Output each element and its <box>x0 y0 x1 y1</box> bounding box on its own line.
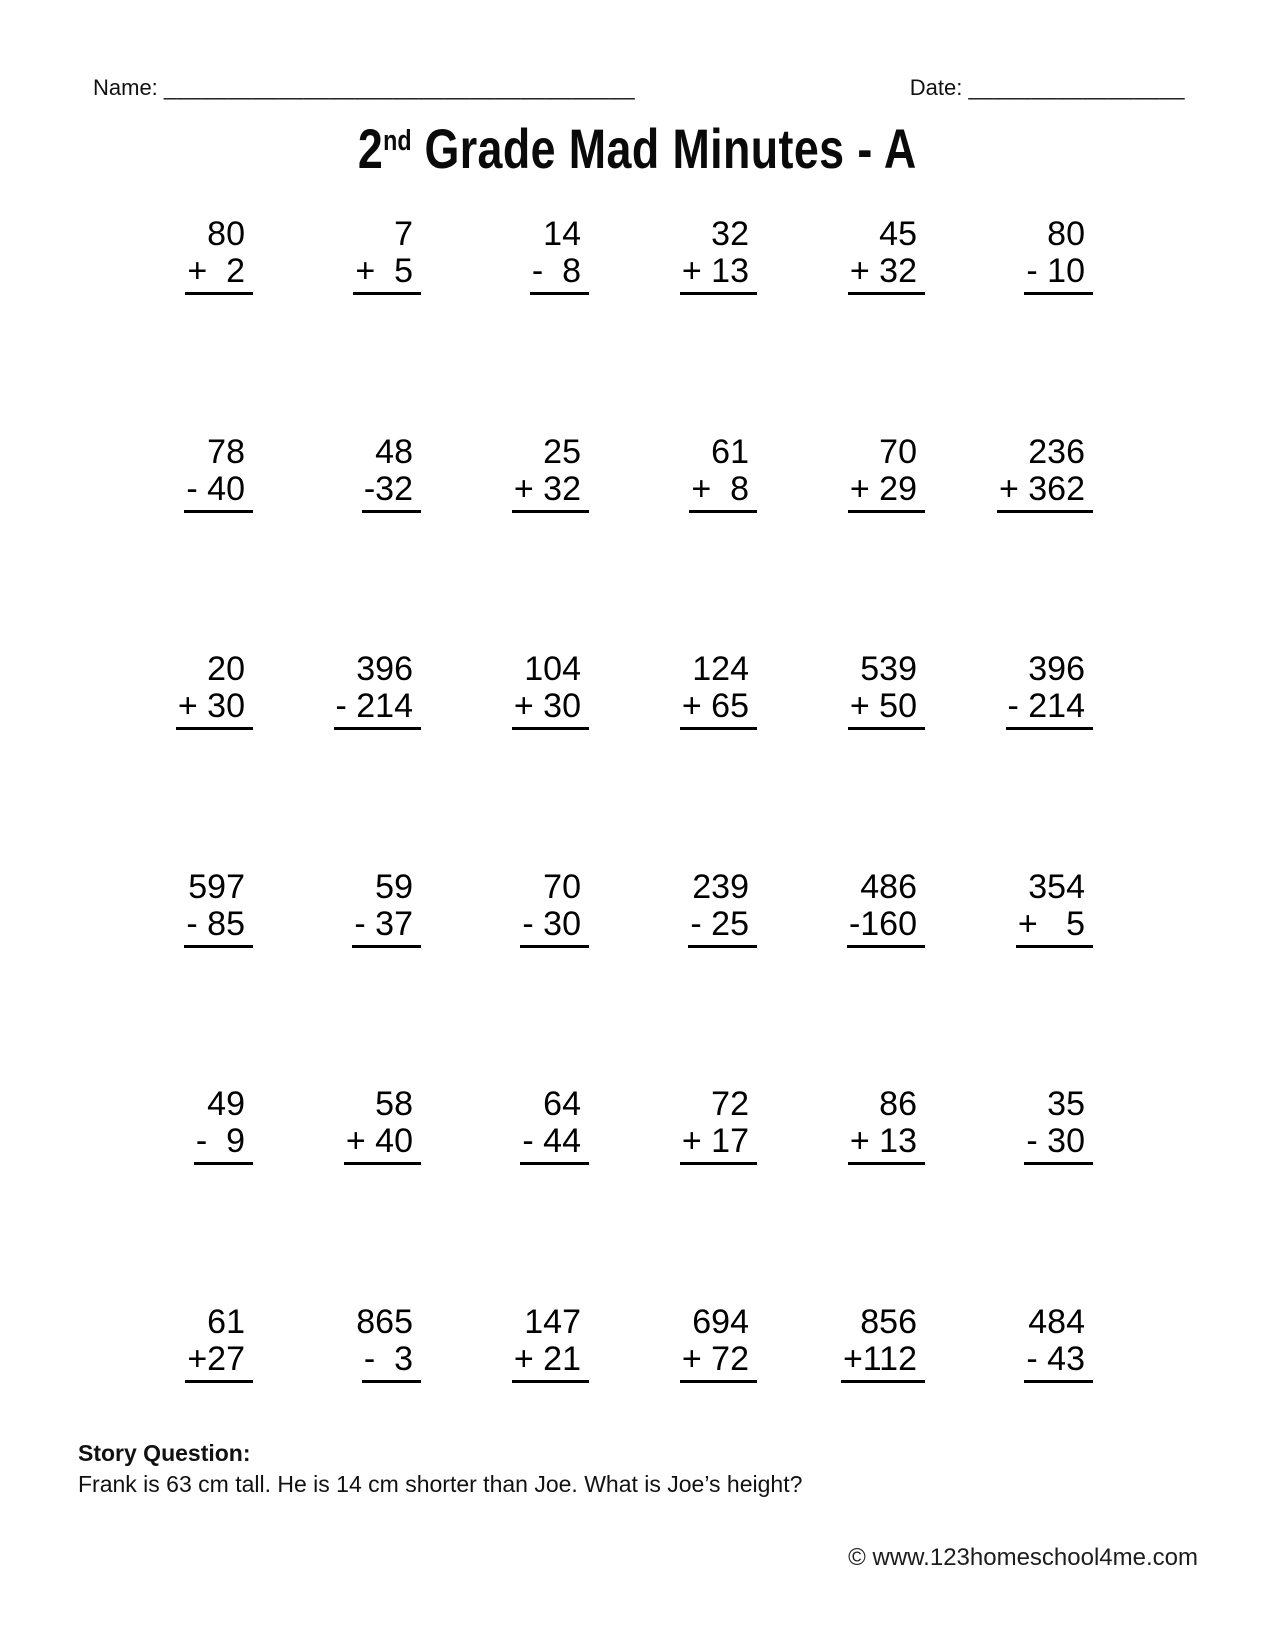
problem-top-operand: 80 <box>207 215 245 253</box>
math-problem <box>925 1304 1093 1522</box>
problem-row <box>85 1086 1093 1304</box>
problem-top-operand: 124 <box>692 650 749 688</box>
problem-top-operand: 486 <box>860 867 917 906</box>
name-label: Name: <box>93 75 158 100</box>
header-line <box>93 74 1185 102</box>
math-problem <box>589 1086 757 1304</box>
problem-top-operand: 396 <box>1028 650 1085 688</box>
problem-operator-operand: -32 <box>362 471 421 513</box>
problem-top-operand: 396 <box>356 650 413 688</box>
problem-top-operand: 14 <box>543 215 581 253</box>
problem-operator-operand: + 30 <box>512 688 589 730</box>
problem-operator-operand: + 50 <box>848 688 925 730</box>
problem-operator-operand: - 3 <box>362 1341 421 1383</box>
math-problem <box>757 434 925 652</box>
problem-top-operand: 59 <box>375 867 413 906</box>
problem-operator-operand: - 37 <box>352 906 421 948</box>
problem-operator-operand: -160 <box>847 906 925 948</box>
name-field <box>93 74 635 102</box>
problem-operator-operand: + 13 <box>848 1123 925 1165</box>
problem-top-operand: 80 <box>1047 215 1085 253</box>
problem-operator-operand: - 30 <box>520 906 589 948</box>
problem-operator-operand: - 85 <box>184 906 253 948</box>
problem-top-operand: 539 <box>860 650 917 688</box>
math-problem <box>421 651 589 869</box>
problem-operator-operand: - 8 <box>530 253 589 295</box>
problem-top-operand: 72 <box>711 1085 749 1123</box>
problem-top-operand: 70 <box>543 867 581 906</box>
worksheet-title <box>0 116 1275 181</box>
problem-top-operand: 70 <box>879 432 917 471</box>
problem-top-operand: 694 <box>692 1302 749 1341</box>
math-problem <box>925 869 1093 1087</box>
math-problem <box>589 216 757 434</box>
math-problem <box>85 869 253 1087</box>
problem-operator-operand: - 25 <box>688 906 757 948</box>
problem-top-operand: 61 <box>711 432 749 471</box>
problem-operator-operand: + 65 <box>680 688 757 730</box>
math-problem <box>925 1086 1093 1304</box>
math-problem <box>85 216 253 434</box>
math-problem <box>757 216 925 434</box>
story-question-section <box>78 1438 802 1500</box>
math-problem <box>925 651 1093 869</box>
problem-operator-operand: + 40 <box>344 1123 421 1165</box>
problem-top-operand: 61 <box>207 1302 245 1341</box>
problem-row <box>85 216 1093 434</box>
math-problem <box>757 1086 925 1304</box>
problem-top-operand: 354 <box>1028 867 1085 906</box>
problem-top-operand: 239 <box>692 867 749 906</box>
problem-row <box>85 434 1093 652</box>
problem-top-operand: 25 <box>543 432 581 471</box>
problem-operator-operand: + 32 <box>512 471 589 513</box>
date-label: Date: <box>909 75 963 100</box>
problem-operator-operand: - 214 <box>1006 688 1094 730</box>
story-question-text: Frank is 63 cm tall. He is 14 cm shorter than Joe. What is Joe’s height? <box>78 1471 803 1497</box>
copyright-credit: © www.123homeschool4me.com <box>848 1544 1198 1571</box>
name-blank-line: _____________________________________ <box>163 75 636 100</box>
problem-top-operand: 78 <box>207 432 245 471</box>
problem-top-operand: 484 <box>1028 1302 1085 1341</box>
problem-operator-operand: - 214 <box>334 688 422 730</box>
problem-operator-operand: + 30 <box>176 688 253 730</box>
problem-row <box>85 869 1093 1087</box>
problem-top-operand: 86 <box>879 1085 917 1123</box>
problem-top-operand: 32 <box>711 215 749 253</box>
math-problem <box>757 869 925 1087</box>
problem-top-operand: 49 <box>207 1085 245 1123</box>
problem-top-operand: 7 <box>394 215 413 253</box>
math-problem <box>757 651 925 869</box>
math-problem <box>85 1086 253 1304</box>
title-ordinal-superscript: nd <box>383 124 412 157</box>
math-problem <box>253 1086 421 1304</box>
worksheet-title-text <box>358 116 917 181</box>
problem-operator-operand: + 2 <box>185 253 253 295</box>
problem-row <box>85 651 1093 869</box>
title-rest: Grade Mad Minutes - A <box>411 117 917 180</box>
math-problem <box>589 651 757 869</box>
math-problem <box>589 434 757 652</box>
math-problem <box>253 651 421 869</box>
problem-operator-operand: +27 <box>185 1341 253 1383</box>
date-blank-line: _________________ <box>968 75 1185 100</box>
problem-operator-operand: + 13 <box>680 253 757 295</box>
math-problem <box>589 869 757 1087</box>
problem-operator-operand: + 8 <box>689 471 757 513</box>
problem-top-operand: 20 <box>207 650 245 688</box>
problem-operator-operand: + 5 <box>353 253 421 295</box>
problems-grid <box>85 216 1093 1521</box>
math-problem <box>85 651 253 869</box>
math-problem <box>925 216 1093 434</box>
problem-top-operand: 58 <box>375 1085 413 1123</box>
story-question-heading: Story Question: <box>78 1440 251 1466</box>
problem-top-operand: 48 <box>375 432 413 471</box>
problem-top-operand: 865 <box>356 1302 413 1341</box>
date-field <box>910 74 1185 102</box>
problem-top-operand: 45 <box>879 215 917 253</box>
problem-operator-operand: + 72 <box>680 1341 757 1383</box>
problem-top-operand: 597 <box>188 867 245 906</box>
problem-top-operand: 104 <box>524 650 581 688</box>
problem-operator-operand: + 32 <box>848 253 925 295</box>
problem-operator-operand: - 44 <box>520 1123 589 1165</box>
math-problem <box>925 434 1093 652</box>
problem-top-operand: 147 <box>524 1302 581 1341</box>
problem-top-operand: 856 <box>860 1302 917 1341</box>
math-problem <box>421 434 589 652</box>
math-problem <box>421 1086 589 1304</box>
problem-top-operand: 64 <box>543 1085 581 1123</box>
problem-top-operand: 35 <box>1047 1085 1085 1123</box>
problem-operator-operand: +112 <box>841 1341 925 1383</box>
problem-operator-operand: + 21 <box>512 1341 589 1383</box>
math-problem <box>253 434 421 652</box>
math-problem <box>253 216 421 434</box>
problem-top-operand: 236 <box>1028 432 1085 471</box>
math-problem <box>85 434 253 652</box>
math-problem <box>253 869 421 1087</box>
math-problem <box>421 869 589 1087</box>
problem-operator-operand: + 29 <box>848 471 925 513</box>
problem-operator-operand: - 40 <box>184 471 253 513</box>
problem-operator-operand: - 30 <box>1024 1123 1093 1165</box>
problem-operator-operand: + 17 <box>680 1123 757 1165</box>
math-problem <box>421 216 589 434</box>
title-prefix: 2 <box>358 117 384 180</box>
problem-operator-operand: + 5 <box>1016 906 1093 948</box>
problem-operator-operand: - 10 <box>1024 253 1093 295</box>
problem-operator-operand: + 362 <box>997 471 1093 513</box>
problem-operator-operand: - 9 <box>194 1123 253 1165</box>
problem-operator-operand: - 43 <box>1024 1341 1093 1383</box>
